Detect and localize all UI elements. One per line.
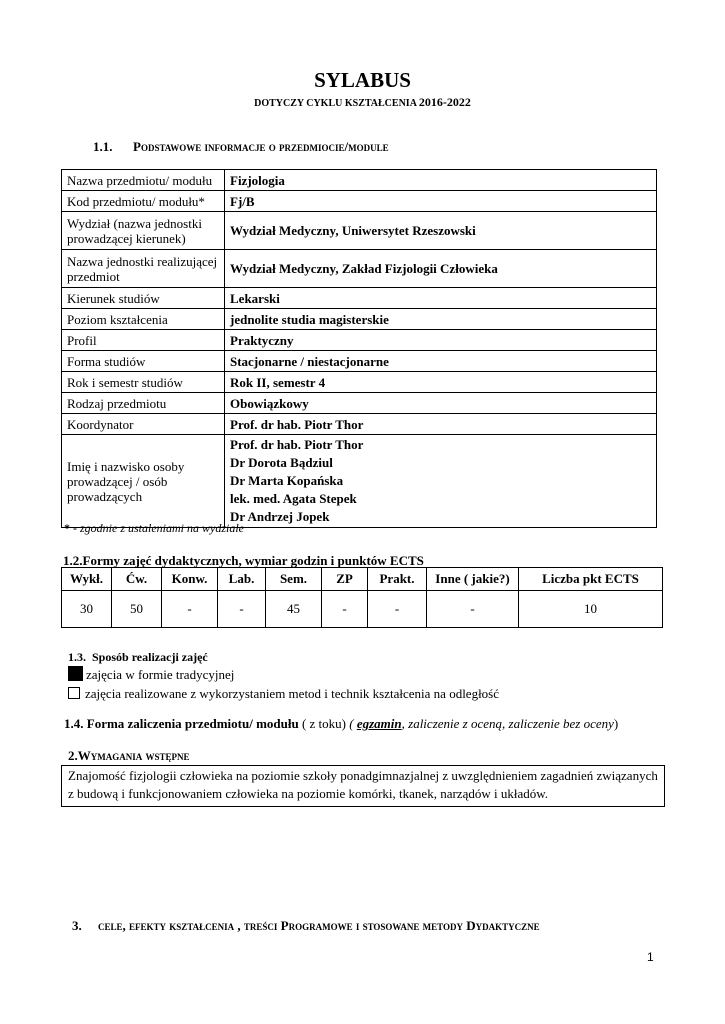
forms-value-cell: - — [322, 591, 368, 628]
section-1-4-line — [64, 716, 618, 732]
info-label: Wydział (nazwa jednostki prowadzącej kierunek) — [62, 212, 225, 250]
section-1-3-number: 1.3. — [68, 650, 86, 664]
info-value: Obowiązkowy — [225, 393, 657, 414]
instructor-name: Dr Marta Kopańska — [230, 473, 344, 488]
info-row — [62, 330, 657, 351]
forms-header-cell: Sem. — [266, 568, 322, 591]
section-1-3-title: Sposób realizacji zajęć — [92, 650, 208, 664]
instructors-row — [62, 435, 657, 528]
info-label: Nazwa jednostki realizującej przedmiot — [62, 250, 225, 288]
section-2-heading — [68, 748, 190, 764]
info-row — [62, 250, 657, 288]
class-forms-table — [61, 567, 663, 628]
assessment-close: ) — [613, 716, 619, 731]
info-label: Koordynator — [62, 414, 225, 435]
info-row — [62, 351, 657, 372]
section-1-4-paren: ( z toku) — [298, 716, 350, 731]
forms-value-cell: - — [162, 591, 218, 628]
assessment-rest: , zaliczenie z oceną, zaliczenie bez oceny — [401, 716, 614, 731]
instructors-label: Imię i nazwisko osoby prowadzącej / osób prowadzących — [62, 435, 225, 528]
section-1-3-heading — [68, 650, 208, 665]
forms-value-cell: - — [368, 591, 427, 628]
info-value: Fj/B — [225, 191, 657, 212]
forms-header-cell: Konw. — [162, 568, 218, 591]
info-label: Poziom kształcenia — [62, 309, 225, 330]
delivery-option-label: zajęcia realizowane z wykorzystaniem metod i technik kształcenia na odległość — [85, 686, 500, 701]
info-label: Kod przedmiotu/ modułu* — [62, 191, 225, 212]
section-1-1-heading — [93, 139, 389, 155]
info-row — [62, 191, 657, 212]
assessment-open: ( — [349, 716, 357, 731]
instructor-name: Dr Andrzej Jopek — [230, 509, 330, 524]
info-value: Rok II, semestr 4 — [225, 372, 657, 393]
info-row — [62, 212, 657, 250]
basic-info-table — [61, 169, 657, 528]
page-title: SYLABUS — [314, 68, 411, 92]
delivery-option-remote[interactable] — [68, 686, 499, 702]
info-value: Wydział Medyczny, Uniwersytet Rzeszowski — [225, 212, 657, 250]
forms-value-cell: 45 — [266, 591, 322, 628]
info-label: Rodzaj przedmiotu — [62, 393, 225, 414]
info-row — [62, 372, 657, 393]
section-1-2-heading: 1.2.Formy zajęć dydaktycznych, wymiar godzin i punktów ECTS — [63, 553, 424, 568]
info-value: Prof. dr hab. Piotr Thor — [225, 414, 657, 435]
section-3-number: 3. — [72, 918, 82, 933]
info-label: Nazwa przedmiotu/ modułu — [62, 170, 225, 191]
instructors-list — [225, 435, 657, 528]
section-2-number: 2. — [68, 748, 78, 763]
section-1-1-number: 1.1. — [93, 139, 113, 154]
instructor-name: Dr Dorota Bądziul — [230, 455, 333, 470]
info-label: Profil — [62, 330, 225, 351]
info-value: Stacjonarne / niestacjonarne — [225, 351, 657, 372]
cycle-years: 2016-2022 — [418, 95, 471, 109]
footnote-text: zgodnie z ustaleniami na wydziale — [77, 521, 244, 535]
info-value: jednolite studia magisterskie — [225, 309, 657, 330]
info-row — [62, 288, 657, 309]
info-value: Fizjologia — [225, 170, 657, 191]
info-row — [62, 170, 657, 191]
forms-header-cell: Wykł. — [62, 568, 112, 591]
forms-header-cell: Prakt. — [368, 568, 427, 591]
info-row — [62, 393, 657, 414]
section-2-title: Wymagania wstępne — [77, 748, 190, 763]
section-3-title: cele, efekty kształcenia , treści Programowe i stosowane metody Dydaktyczne — [98, 918, 540, 933]
footnote — [64, 521, 244, 536]
footnote-marker: * - — [64, 521, 77, 535]
forms-value-cell: 10 — [519, 591, 663, 628]
forms-header-cell: ZP — [322, 568, 368, 591]
info-value: Praktyczny — [225, 330, 657, 351]
info-label: Forma studiów — [62, 351, 225, 372]
unchecked-box-icon[interactable] — [68, 687, 80, 699]
section-1-1-title: Podstawowe informacje o przedmiocie/module — [133, 139, 389, 154]
delivery-option-traditional[interactable] — [68, 666, 234, 683]
forms-value-cell: 30 — [62, 591, 112, 628]
forms-header-cell: Inne ( jakie?) — [427, 568, 519, 591]
forms-header-cell: Liczba pkt ECTS — [519, 568, 663, 591]
page-subtitle — [0, 95, 725, 110]
info-label: Kierunek studiów — [62, 288, 225, 309]
forms-header-cell: Ćw. — [112, 568, 162, 591]
page-number: 1 — [647, 950, 654, 964]
section-1-4-title: 1.4. Forma zaliczenia przedmiotu/ modułu — [64, 716, 299, 731]
subtitle-prefix: DOTYCZY CYKLU KSZTAŁCENIA — [254, 98, 417, 109]
info-label: Rok i semestr studiów — [62, 372, 225, 393]
info-row — [62, 414, 657, 435]
prerequisites-box: Znajomość fizjologii człowieka na poziomie szkoły ponadgimnazjalnej z uwzględnieniem zagadnień związanych z budową i funkcjonowaniem człowieka na poziomie komórki, tkanek, narządów i układów. — [61, 765, 665, 807]
delivery-option-label: zajęcia w formie tradycyjnej — [86, 667, 235, 682]
forms-value-cell: 50 — [112, 591, 162, 628]
info-value: Wydział Medyczny, Zakład Fizjologii Człowieka — [225, 250, 657, 288]
instructor-name: Prof. dr hab. Piotr Thor — [230, 437, 364, 452]
forms-header-cell: Lab. — [218, 568, 266, 591]
assessment-selected: egzamin — [356, 716, 402, 731]
instructor-name: lek. med. Agata Stepek — [230, 491, 357, 506]
info-row — [62, 309, 657, 330]
forms-value-cell: - — [427, 591, 519, 628]
section-3-heading — [72, 918, 540, 934]
checked-box-icon[interactable] — [68, 666, 83, 681]
forms-value-cell: - — [218, 591, 266, 628]
info-value: Lekarski — [225, 288, 657, 309]
